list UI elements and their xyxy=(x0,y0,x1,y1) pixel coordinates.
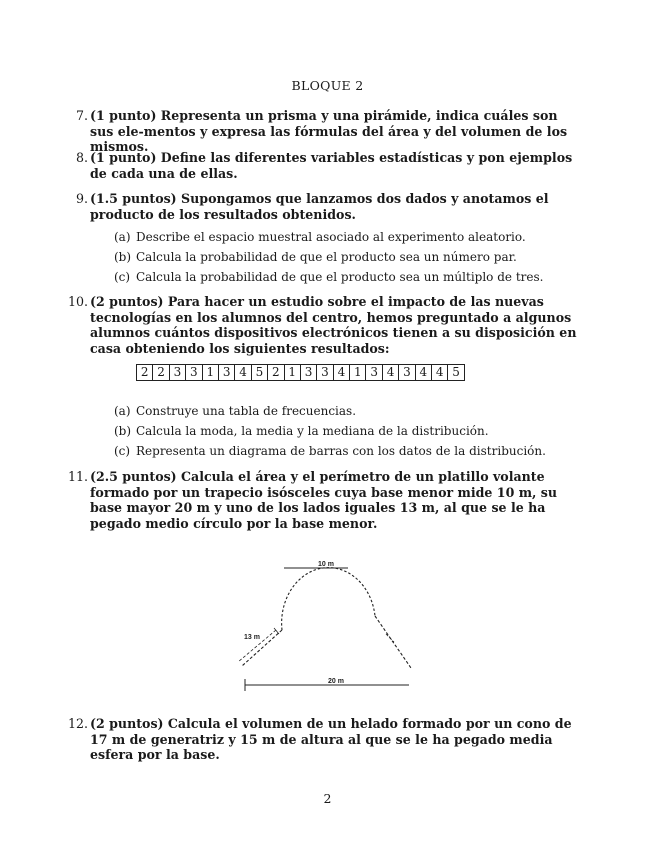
question-12 xyxy=(67,716,580,763)
subitem-text: Describe el espacio muestral asociado al experimento aleatorio. xyxy=(136,230,526,244)
question-11 xyxy=(67,469,580,531)
page-number: 2 xyxy=(323,791,332,806)
subitem-9b xyxy=(114,250,574,265)
subitem-text: Calcula la moda, la media y la mediana de la distribución. xyxy=(136,424,489,438)
data-cell: 4 xyxy=(432,365,448,381)
data-cell: 3 xyxy=(169,365,185,381)
subitem-text: Calcula la probabilidad de que el producto sea un número par. xyxy=(136,250,517,264)
flying-saucer-figure xyxy=(236,552,416,702)
subitem-9a xyxy=(114,230,574,245)
subitem-label: (c) xyxy=(114,270,131,284)
question-text: (1 punto) Representa un prisma y una pirámide, indica cuáles son sus ele-mentos y expresa las fórmulas del área y del volumen de los mismos. xyxy=(90,108,568,154)
question-7 xyxy=(75,108,580,155)
data-sequence-row xyxy=(137,365,465,381)
subitem-text: Construye una tabla de frecuencias. xyxy=(136,404,357,418)
data-cell: 3 xyxy=(317,365,333,381)
data-cell: 2 xyxy=(137,365,153,381)
data-cell: 1 xyxy=(202,365,218,381)
subitem-10c xyxy=(114,444,574,459)
data-cell: 4 xyxy=(333,365,349,381)
question-number: 10. xyxy=(67,294,88,309)
subitem-10a xyxy=(114,404,574,419)
subitem-text: Calcula la probabilidad de que el producto sea un múltiplo de tres. xyxy=(136,270,544,284)
question-text: (2.5 puntos) Calcula el área y el perímetro de un platillo volante formado por un trapecio isósceles cuya base menor mide 10 m, su base mayor 20 m y uno de los lados iguales 13 m, al que se le ha pegado medio círculo por la base menor. xyxy=(90,469,558,531)
data-cell: 1 xyxy=(350,365,366,381)
question-number: 12. xyxy=(67,716,88,731)
question-10 xyxy=(67,294,580,356)
data-cell: 4 xyxy=(235,365,251,381)
top-dimension-label: 10 m xyxy=(318,561,334,568)
data-cell: 2 xyxy=(268,365,284,381)
side-dimension-label: 13 m xyxy=(244,634,260,641)
data-cell: 4 xyxy=(415,365,431,381)
question-8 xyxy=(75,150,580,181)
subitem-label: (a) xyxy=(114,404,131,418)
subitem-label: (c) xyxy=(114,444,131,458)
data-cell: 5 xyxy=(448,365,464,381)
data-cell: 5 xyxy=(251,365,267,381)
question-number: 8. xyxy=(75,150,88,165)
subitem-10b xyxy=(114,424,574,439)
data-cell: 3 xyxy=(366,365,382,381)
subitem-label: (a) xyxy=(114,230,131,244)
question-number: 11. xyxy=(67,469,88,484)
data-cell: 1 xyxy=(284,365,300,381)
question-text: (1.5 puntos) Supongamos que lanzamos dos dados y anotamos el producto de los resultados obtenidos. xyxy=(90,191,549,222)
bottom-dimension-label: 20 m xyxy=(328,678,344,685)
data-cell: 3 xyxy=(300,365,316,381)
data-cell: 4 xyxy=(382,365,398,381)
data-cell: 3 xyxy=(399,365,415,381)
question-text: (2 puntos) Calcula el volumen de un helado formado por un cono de 17 m de generatriz y 15 m de altura al que se le ha pegado media esfera por la base. xyxy=(90,716,572,762)
data-sequence-table xyxy=(136,364,465,381)
subitem-text: Representa un diagrama de barras con los datos de la distribución. xyxy=(136,444,546,458)
right-side xyxy=(375,616,411,668)
subitem-label: (b) xyxy=(114,424,132,438)
semicircle-outline xyxy=(282,568,375,630)
question-text: (1 punto) Define las diferentes variables estadísticas y pon ejemplos de cada una de ellas. xyxy=(90,150,573,181)
data-cell: 3 xyxy=(218,365,234,381)
question-number: 9. xyxy=(75,191,88,206)
question-9 xyxy=(75,191,580,222)
block-title: BLOQUE 2 xyxy=(291,78,364,93)
subitem-label: (b) xyxy=(114,250,132,264)
data-cell: 2 xyxy=(153,365,169,381)
question-number: 7. xyxy=(75,108,88,123)
question-text: (2 puntos) Para hacer un estudio sobre el impacto de las nuevas tecnologías en los alumnos del centro, hemos preguntado a algunos alumnos cuántos dispositivos electrónicos tienen a su disposición en casa obteniendo los siguientes resultados: xyxy=(90,294,577,356)
data-cell: 3 xyxy=(186,365,202,381)
subitem-9c xyxy=(114,270,574,285)
